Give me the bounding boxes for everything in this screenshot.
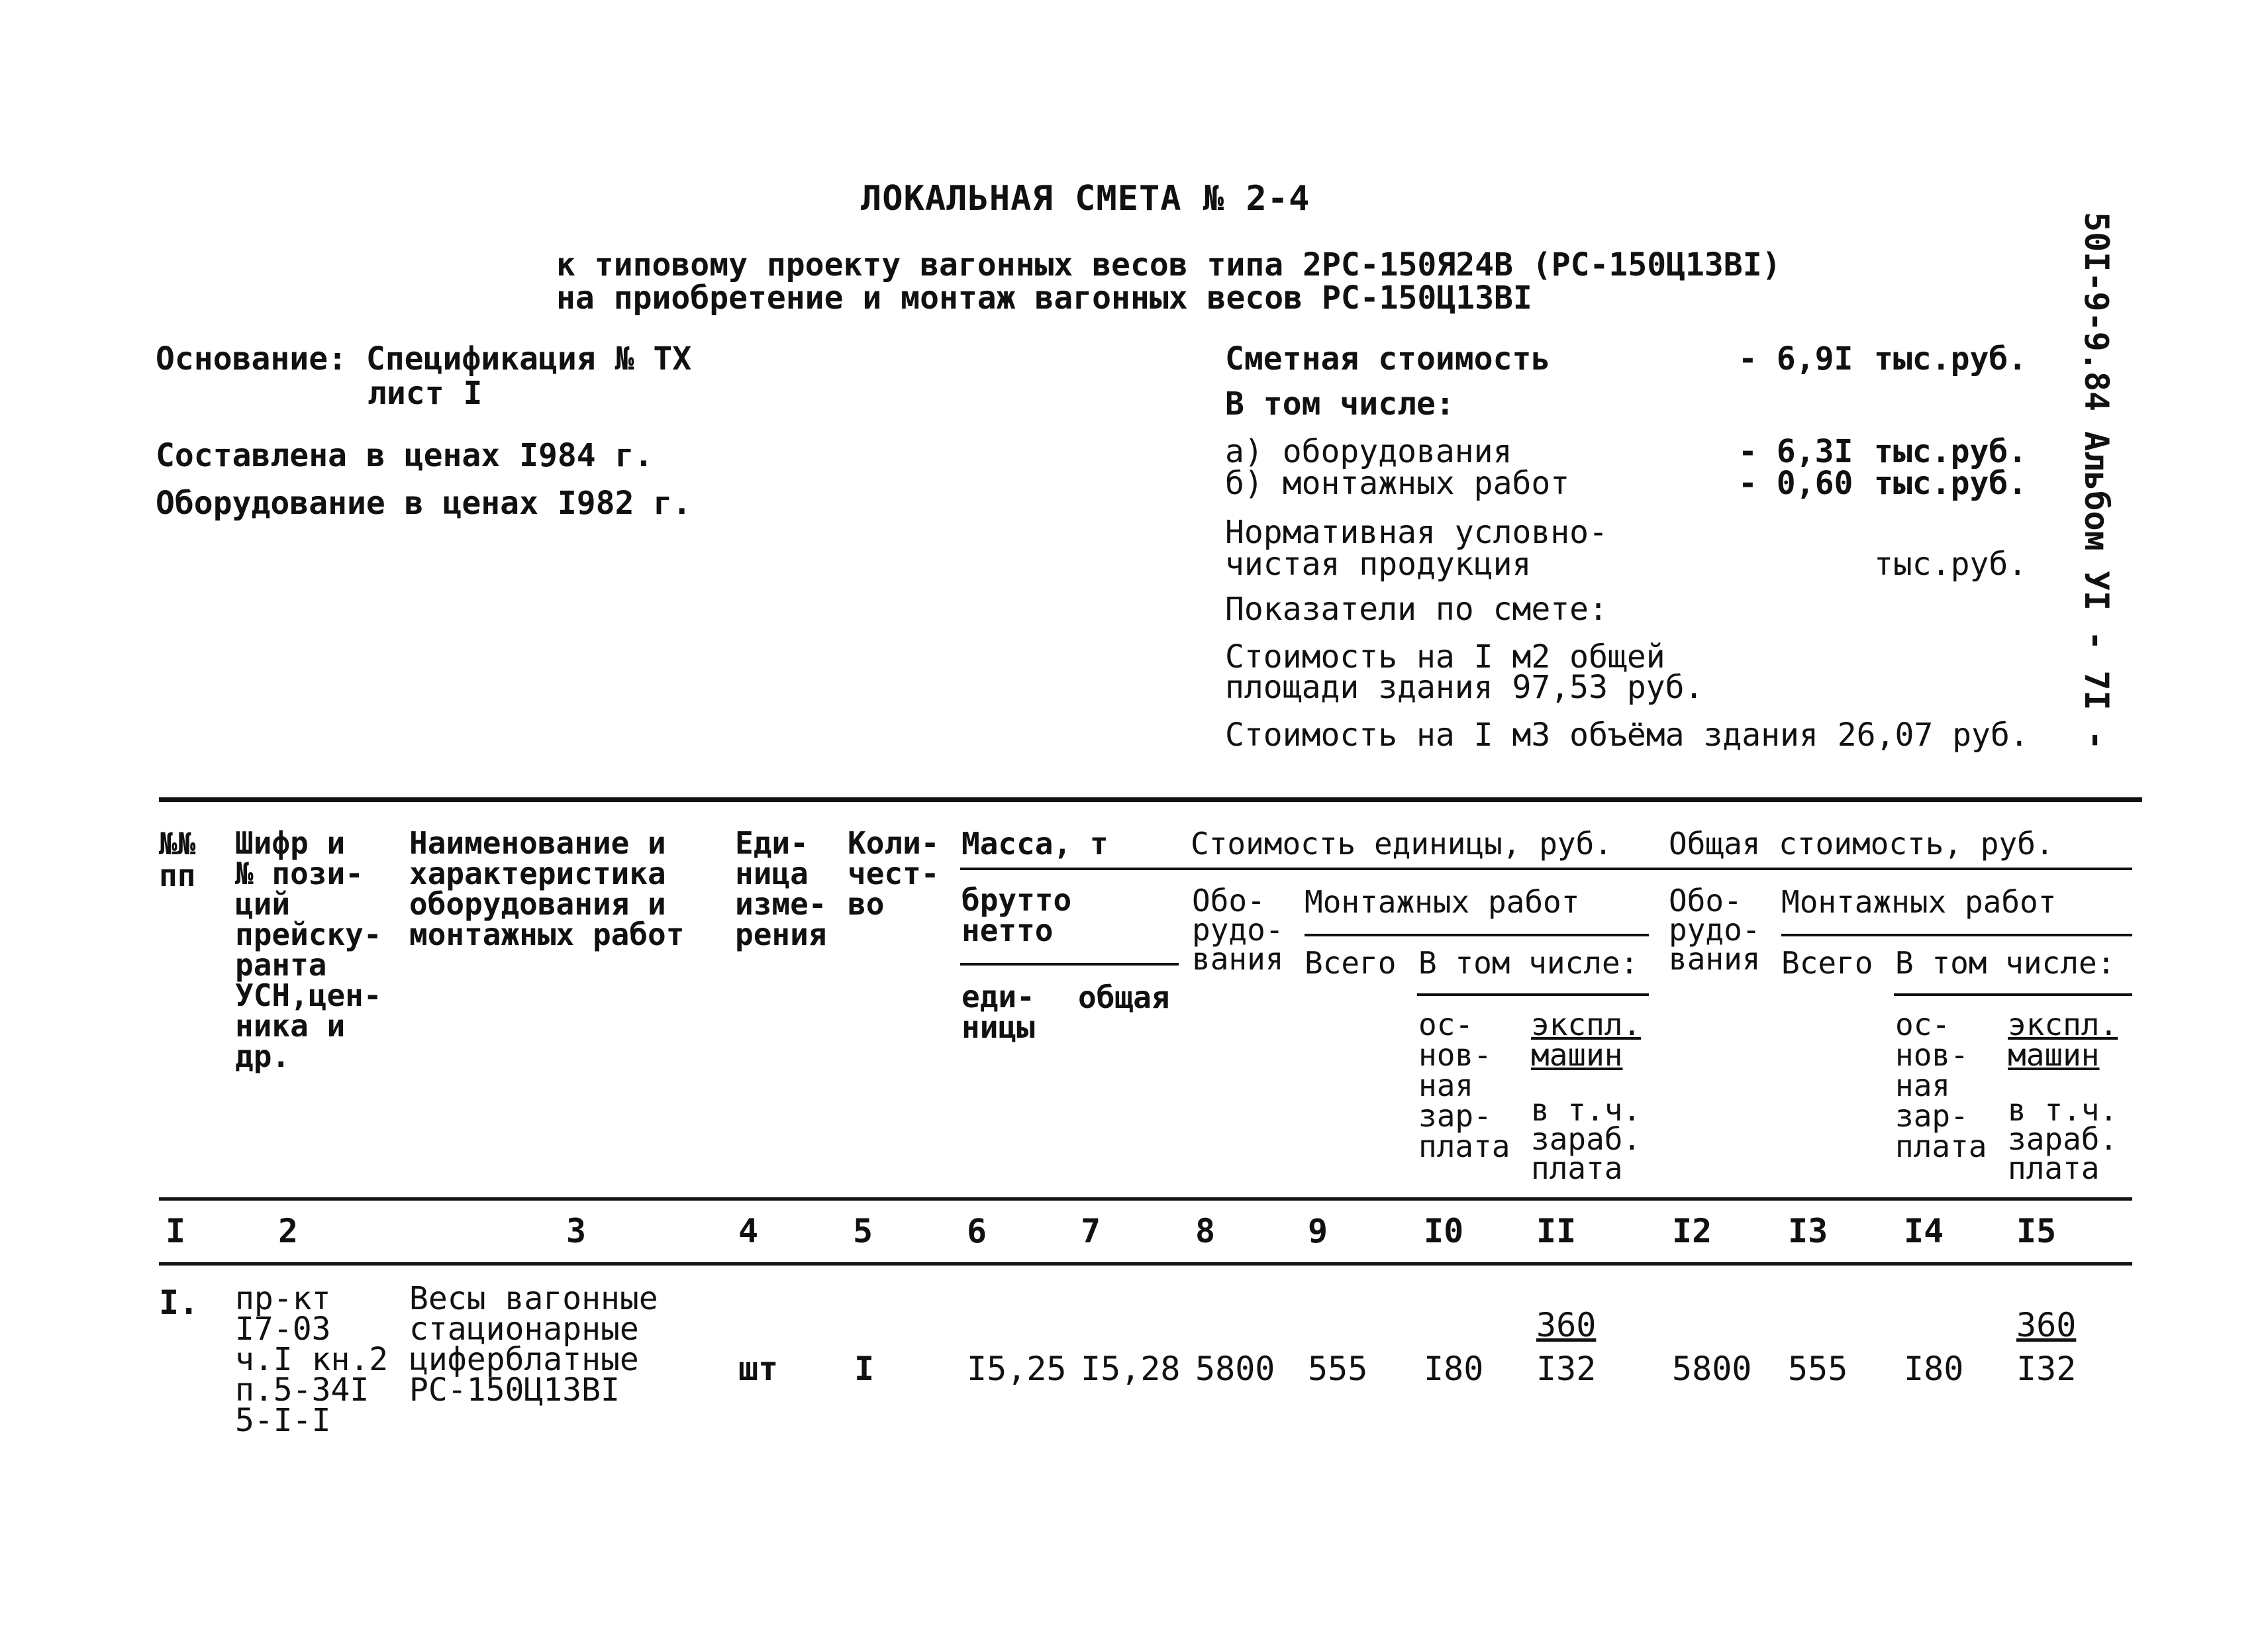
- row-machines-salary-total: I32: [2016, 1350, 2077, 1388]
- header-machines-unit: экспл. машин: [1531, 1007, 1642, 1073]
- header-name: Наименование и характеристика оборудования и монтажных работ: [409, 825, 685, 952]
- row-inst-unit: 555: [1308, 1350, 1368, 1388]
- equipment-unit: тыс.руб.: [1874, 433, 2028, 470]
- colnum-10: I0: [1424, 1212, 1464, 1250]
- header-machines-salary-unit: в т.ч. зараб. плата: [1531, 1092, 1642, 1186]
- row-eq-unit: 5800: [1195, 1350, 1275, 1388]
- colnum-2: 2: [278, 1212, 299, 1250]
- table-top-rule: [159, 797, 2142, 802]
- colnum-11: II: [1536, 1212, 1577, 1250]
- colnum-1: I: [166, 1212, 186, 1250]
- colnum-14: I4: [1904, 1212, 1944, 1250]
- row-machines-salary-unit: I32: [1536, 1350, 1597, 1388]
- header-base-salary-total: ос- нов- ная зар- плата: [1895, 1007, 1987, 1164]
- colnum-9: 9: [1308, 1212, 1328, 1250]
- header-bottom-rule: [159, 1197, 2132, 1201]
- installation-label: б) монтажных работ: [1225, 465, 1570, 502]
- colnum-6: 6: [967, 1212, 987, 1250]
- row-mass-unit: I5,25: [967, 1350, 1067, 1388]
- colnum-5: 5: [853, 1212, 873, 1250]
- header-installation-total: Монтажных работ: [1781, 884, 2057, 920]
- header-including-unit: В том числе:: [1418, 945, 1639, 981]
- header-machines-total: экспл. машин: [2008, 1007, 2118, 1073]
- subtitle-line-2: на приобретение и монтаж вагонных весов РС-150Ц13ВI: [556, 279, 1532, 317]
- colnum-8: 8: [1195, 1212, 1216, 1250]
- including-rule-unit: [1417, 993, 1649, 996]
- row-mass-total: I5,28: [1081, 1350, 1181, 1388]
- colnum-13: I3: [1788, 1212, 1828, 1250]
- normative-label-1: Нормативная условно-: [1225, 514, 1608, 551]
- colnum-12: I2: [1672, 1212, 1712, 1250]
- row-unit: шт: [738, 1350, 779, 1388]
- row-code: пр-кт I7-03 ч.I кн.2 п.5-34I 5-I-I: [235, 1280, 389, 1439]
- header-unit-cost: Стоимость единицы, руб.: [1191, 826, 1612, 862]
- basis-equipment-prices: Оборудование в ценах I982 г.: [156, 485, 692, 522]
- header-total-unit: Всего: [1305, 945, 1397, 981]
- column-numbers-rule: [159, 1262, 2132, 1266]
- estimated-cost-unit: тыс.руб.: [1874, 340, 2028, 377]
- mass-sub-rule: [960, 963, 1179, 966]
- colnum-3: 3: [566, 1212, 587, 1250]
- normative-unit: тыс.руб.: [1874, 546, 2028, 583]
- including-label: В том числе:: [1225, 385, 1455, 423]
- header-mass-gross-net: брутто нетто: [961, 882, 1072, 948]
- row-machines-unit: 360: [1536, 1306, 1597, 1344]
- cost-m2-line-2: площади здания 97,53 руб.: [1225, 669, 1704, 706]
- row-qty: I: [854, 1350, 875, 1388]
- header-machines-salary-total: в т.ч. зараб. плата: [2008, 1092, 2118, 1186]
- row-name: Весы вагонные стационарные циферблатные РС-150Ц13ВI: [409, 1280, 658, 1409]
- header-including-total: В том числе:: [1895, 945, 2116, 981]
- colnum-15: I5: [2016, 1212, 2057, 1250]
- row-salary-total: I80: [1904, 1350, 1964, 1388]
- installation-unit: тыс.руб.: [1874, 465, 2028, 502]
- header-equipment-unit: Обо- рудо- вания: [1192, 883, 1284, 977]
- inst-rule-total: [1781, 934, 2132, 936]
- header-total-cost: Общая стоимость, руб.: [1669, 826, 2054, 862]
- inst-rule-unit: [1305, 934, 1649, 936]
- row-eq-total: 5800: [1672, 1350, 1752, 1388]
- including-rule-total: [1894, 993, 2132, 996]
- cost-m3: Стоимость на I м3 объёма здания 26,07 руб.: [1225, 717, 2029, 754]
- header-mass-unit: еди- ницы: [961, 979, 1035, 1045]
- row-machines-total: 360: [2016, 1306, 2077, 1344]
- row-number: I.: [159, 1283, 199, 1322]
- estimated-cost-label: Сметная стоимость: [1225, 340, 1551, 377]
- normative-label-2: чистая продукция: [1225, 546, 1532, 583]
- header-qty: Коли- чест- во: [848, 825, 940, 922]
- header-total-total: Всего: [1781, 945, 1873, 981]
- subtitle-line-1: к типовому проекту вагонных весов типа 2РС-150Я24В (РС-150Ц13ВI): [556, 246, 1781, 283]
- indicators-label: Показатели по смете:: [1225, 591, 1608, 628]
- equipment-value: - 6,3I: [1738, 433, 1853, 470]
- basis-sheet: лист I: [368, 375, 483, 412]
- header-installation-unit: Монтажных работ: [1305, 884, 1580, 920]
- header-unit: Еди- ница изме- рения: [735, 825, 827, 952]
- equipment-label: а) оборудования: [1225, 433, 1512, 470]
- header-mass-total: общая: [1078, 979, 1170, 1015]
- header-rule-1: [960, 868, 2132, 870]
- basis-prices: Составлена в ценах I984 г.: [156, 437, 654, 474]
- colnum-7: 7: [1081, 1212, 1101, 1250]
- installation-value: - 0,60: [1738, 465, 1853, 502]
- side-code: 50I-9-9.84 Альбом УI - 7I -: [2077, 212, 2116, 750]
- header-equipment-total: Обо- рудо- вания: [1669, 883, 1761, 977]
- cost-m2-line-1: Стоимость на I м2 общей: [1225, 638, 1665, 675]
- header-number: №№ пп: [159, 826, 196, 893]
- basis-label: Основание: Спецификация № ТХ: [156, 340, 692, 377]
- estimated-cost-value: - 6,9I: [1738, 340, 1853, 377]
- header-mass: Масса, т: [961, 826, 1109, 862]
- row-salary-unit: I80: [1424, 1350, 1484, 1388]
- document-title: ЛОКАЛЬНАЯ СМЕТА № 2-4: [861, 179, 1310, 219]
- header-base-salary-unit: ос- нов- ная зар- плата: [1418, 1007, 1510, 1164]
- colnum-4: 4: [738, 1212, 759, 1250]
- header-code: Шифр и № пози- ций прейску- ранта УСН,цен- ника и др.: [235, 825, 382, 1074]
- row-inst-total: 555: [1788, 1350, 1848, 1388]
